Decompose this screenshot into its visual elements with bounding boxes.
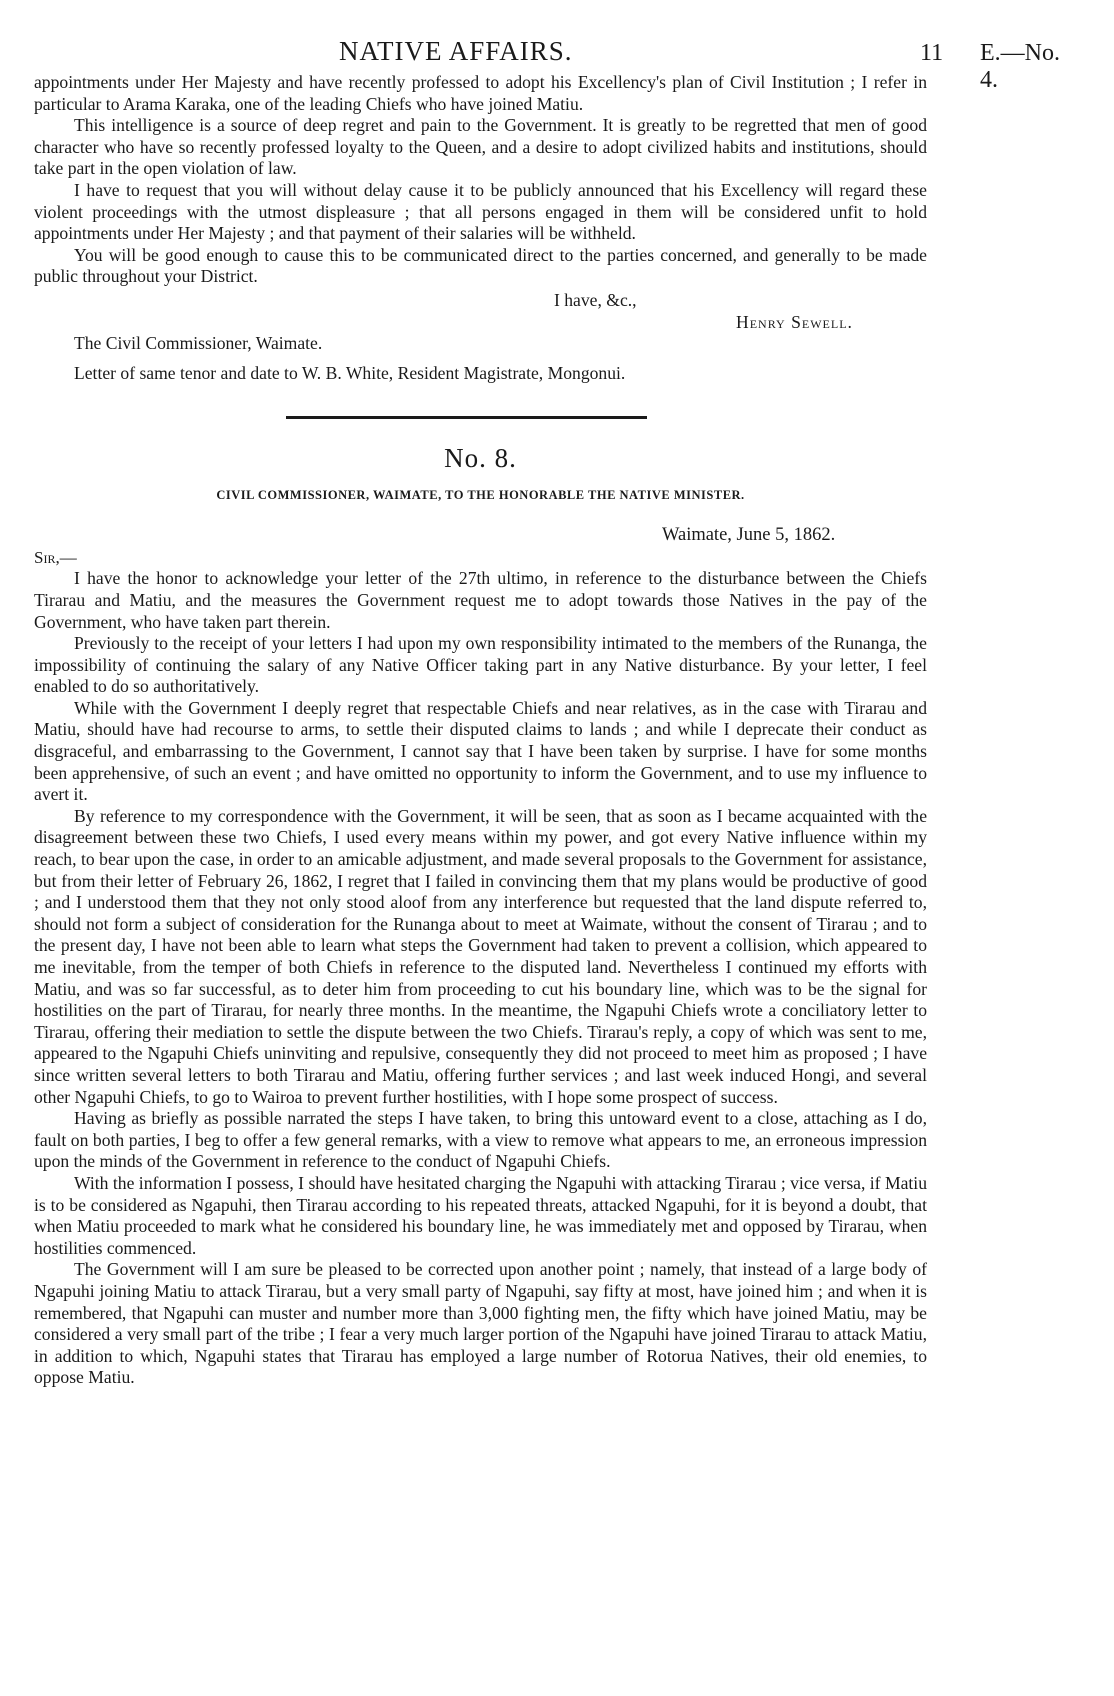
- dateline: Waimate, June 5, 1862.: [662, 525, 836, 546]
- document-reference: E.—No. 4.: [980, 40, 1060, 93]
- page-number: 11: [920, 40, 944, 66]
- document-page: [34, 0, 1074, 1389]
- body-paragraph: You will be good enough to cause this to be communicated direct to the parties concerned, and generally to be made public throughout your District.: [34, 244, 927, 287]
- signature: Henry Sewell.: [736, 311, 853, 332]
- salutation: Sir,—: [34, 548, 77, 568]
- running-title: NATIVE AFFAIRS.: [339, 36, 573, 66]
- letter-heading: CIVIL COMMISSIONER, WAIMATE, TO THE HONORABLE THE NATIVE MINISTER.: [216, 488, 745, 503]
- body-paragraph: With the information I possess, I should have hesitated charging the Ngapuhi with attacking Tirarau ; vice versa, if Matiu is to be considered as Ngapuhi, then Tirarau according to his repeated threats, attacked Ngapuhi, for it is beyond a doubt, that when Matiu proceeded to mark what he considered his boundary line, he was immediately met and opposed by Tirarau, when hostilities commenced.: [34, 1172, 927, 1258]
- tenor-note: Letter of same tenor and date to W. B. White, Resident Magistrate, Mongonui.: [74, 362, 626, 383]
- body-paragraph: I have to request that you will without delay cause it to be publicly announced that his Excellency will regard these violent proceedings with the utmost displeasure ; that all persons engaged in them will be considered unfit to hold appointments under Her Majesty ; and that payment of their salaries will be withheld.: [34, 179, 927, 244]
- letter-number: No. 8.: [444, 443, 517, 474]
- body-paragraph: appointments under Her Majesty and have recently professed to adopt his Excellency's plan of Civil Institution ; I refer in particular to Arama Karaka, one of the leading Chiefs who have joined Matiu.: [34, 72, 927, 114]
- body-paragraph: Having as briefly as possible narrated the steps I have taken, to bring this untoward event to a close, attaching as I do, fault on both parties, I beg to offer a few general remarks, with a view to remove what appears to me, an erroneous impression upon the minds of the Government in reference to the conduct of Ngapuhi Chiefs.: [34, 1108, 927, 1172]
- section-divider: [286, 416, 647, 419]
- body-paragraph: While with the Government I deeply regret that respectable Chiefs and near relatives, as in the case with Tirarau and Matiu, should have had recourse to arms, to settle their disputed claims to lands ; and while I deprecate their conduct as disgraceful, and embarrassing to the Government, I cannot say that I have been taken by surprise. I have for some months been apprehensive, of such an event ; and have omitted no opportunity to inform the Government, and to use my influence to avert it.: [34, 697, 927, 805]
- body-paragraph: By reference to my correspondence with the Government, it will be seen, that as soon as I became acquainted with the disagreement between these two Chiefs, I used every means within my power, and got every Native influence within my reach, to bear upon the case, in order to an amicable adjustment, and made several proposals to the Government for assistance, but from their letter of February 26, 1862, I regret that I failed in convincing them that my plans would be productive of good ; and I understood them that they not only stood aloof from any interference but requested that the land dispute referred to, should not form a subject of consideration for the Runanga about to meet at Waimate, without the consent of Tirarau ; and to the present day, I have not been able to learn what steps the Government had taken to prevent a collision, which appeared to me inevitable, from the temper of both Chiefs in reference to the disputed land. Nevertheless I continued my efforts with Matiu, and was so far successful, as to deter him from proceeding to cut his boundary line, which was to be the signal for hostilities on the part of Tirarau, for nearly three months. In the meantime, the Ngapuhi Chiefs wrote a conciliatory letter to Tirarau, offering their mediation to settle the dispute between the two Chiefs. Tirarau's reply, a copy of which was sent to me, appeared to the Ngapuhi Chiefs uninviting and repulsive, consequently they did not proceed to meet him as proposed ; I have since written several letters to both Tirarau and Matiu, offering further services ; and last week induced Hongi, and several other Ngapuhi Chiefs, to go to Wairoa to prevent further hostilities, with I hope some prospect of success.: [34, 805, 927, 1107]
- body-paragraph: Previously to the receipt of your letters I had upon my own responsibility intimated to the members of the Runanga, the impossibility of continuing the salary of any Native Officer taking part in any Native disturbance. By your letter, I feel enabled to do so authoritatively.: [34, 633, 927, 697]
- addressee: The Civil Commissioner, Waimate.: [74, 333, 323, 354]
- body-paragraph: The Government will I am sure be pleased to be corrected upon another point ; namely, that instead of a large body of Ngapuhi joining Matiu to attack Tirarau, but a very small party of Ngapuhi, say fifty at most, have joined him ; and when it is remembered, that Ngapuhi can muster and number more than 3,000 fighting men, the fifty which have joined Matiu, may be considered a very small part of the tribe ; I fear a very much larger portion of the Ngapuhi have joined Tirarau to attack Matiu, in addition to which, Ngapuhi states that Tirarau has employed a large number of Rotorua Natives, their old enemies, to oppose Matiu.: [34, 1259, 927, 1388]
- complimentary-close: I have, &c.,: [554, 289, 637, 310]
- body-paragraph: This intelligence is a source of deep regret and pain to the Government. It is greatly to be regretted that men of good character who have so recently professed loyalty to the Queen, and a desire to adopt civilized habits and institutions, should take part in the open violation of law.: [34, 115, 927, 179]
- letter-7-continuation: [34, 72, 927, 384]
- body-paragraph: I have the honor to acknowledge your letter of the 27th ultimo, in reference to the disturbance between the Chiefs Tirarau and Matiu, and the measures the Government request me to adopt towards those Natives in the pay of the Government, who have taken part therein.: [34, 568, 927, 632]
- letter-8: [34, 443, 927, 1389]
